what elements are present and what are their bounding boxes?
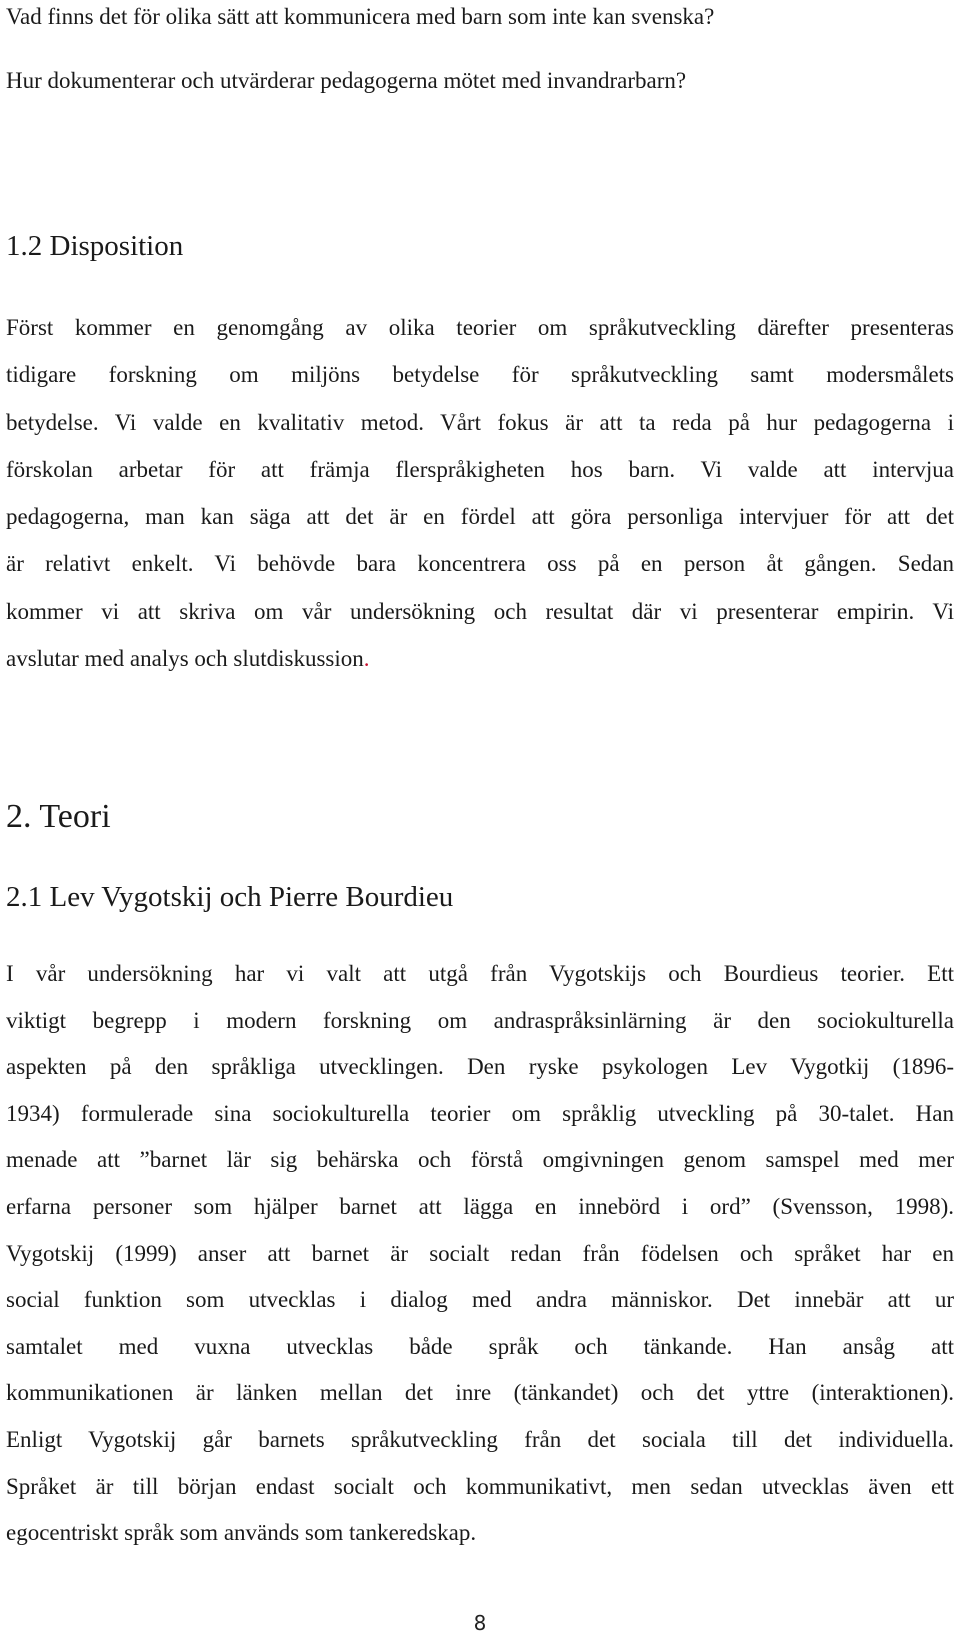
- research-question-1: Vad finns det för olika sätt att kommunicera med barn som inte kan svenska?: [6, 4, 715, 29]
- section-heading-vygotskij-bourdieu: 2.1 Lev Vygotskij och Pierre Bourdieu: [6, 881, 454, 913]
- chapter-heading-teori: 2. Teori: [6, 798, 111, 835]
- disposition-paragraph: [6, 304, 954, 682]
- paragraph-line: är relativt enkelt. Vi behövde bara koncentrera oss på en person åt gången. Sedan: [6, 551, 954, 577]
- paragraph-line: erfarna personer som hjälper barnet att lägga en innebörd i ord” (Svensson, 1998).: [6, 1193, 954, 1219]
- paragraph-line: 1934) formulerade sina sociokulturella teorier om språklig utveckling på 30-talet. Han: [6, 1100, 954, 1126]
- paragraph-line: Språket är till början endast socialt och kommunikativt, men sedan utvecklas även ett: [6, 1473, 954, 1499]
- paragraph-line: förskolan arbetar för att främja flerspråkigheten hos barn. Vi valde att intervjua: [6, 456, 954, 482]
- paragraph-line: Vygotskij (1999) anser att barnet är socialt redan från födelsen och språket har en: [6, 1240, 954, 1266]
- paragraph-line: Först kommer en genomgång av olika teorier om språkutveckling därefter presenteras: [6, 315, 954, 340]
- paragraph-line: samtalet med vuxna utvecklas både språk och tänkande. Han ansåg att: [6, 1333, 954, 1359]
- section-heading-disposition: 1.2 Disposition: [6, 230, 184, 262]
- paragraph-line: betydelse. Vi valde en kvalitativ metod. Vårt fokus är att ta reda på hur pedagogerna i: [6, 409, 954, 435]
- paragraph-line: Enligt Vygotskij går barnets språkutveckling från det sociala till det individuella.: [6, 1426, 954, 1452]
- paragraph-line: viktigt begrepp i modern forskning om andraspråksinlärning är den sociokulturella: [6, 1007, 954, 1033]
- paragraph-line: kommunikationen är länken mellan det inre (tänkandet) och det yttre (interaktionen).: [6, 1380, 954, 1406]
- paragraph-line: menade att ”barnet lär sig behärska och förstå omgivningen genom samspel med mer: [6, 1147, 954, 1173]
- page-number: 8: [473, 1611, 487, 1635]
- research-question-2: Hur dokumenterar och utvärderar pedagogerna mötet med invandrarbarn?: [6, 68, 687, 93]
- highlighted-period: .: [363, 646, 370, 672]
- paragraph-line: pedagogerna, man kan säga att det är en fördel att göra personliga intervjuer för att det: [6, 504, 954, 530]
- paragraph-last-line: [6, 635, 954, 682]
- paragraph-last-line: egocentriskt språk som används som tankeredskap.: [6, 1520, 477, 1546]
- paragraph-line: I vår undersökning har vi valt att utgå från Vygotskijs och Bourdieus teorier. Ett: [6, 961, 954, 986]
- paragraph-line: aspekten på den språkliga utvecklingen. Den ryske psykologen Lev Vygotkij (1896-: [6, 1054, 954, 1080]
- paragraph-line: social funktion som utvecklas i dialog med andra människor. Det innebär att ur: [6, 1287, 954, 1313]
- paragraph-line-text: avslutar med analys och slutdiskussion: [6, 646, 364, 672]
- paragraph-line: kommer vi att skriva om vår undersökning och resultat där vi presenterar empirin. Vi: [6, 598, 954, 624]
- paragraph-line: tidigare forskning om miljöns betydelse för språkutveckling samt modersmålets: [6, 362, 954, 388]
- teori-paragraph: [6, 951, 954, 1557]
